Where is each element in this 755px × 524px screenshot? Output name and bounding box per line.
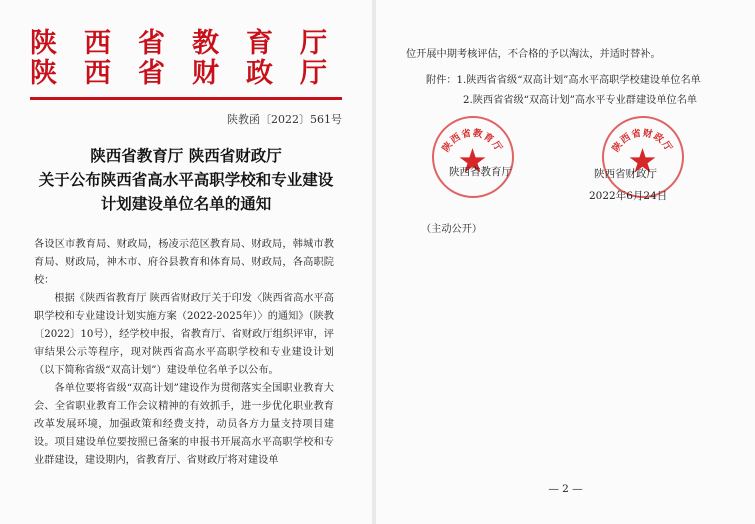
education-dept-seal-icon xyxy=(432,116,514,198)
seal-1-text: 陕西省教育厅 xyxy=(440,127,505,155)
body-paragraph-1: 根据《陕西省教育厅 陕西省财政厅关于印发〈陕西省高水平高职学校和专业建设计划实施方案（2022-2025年）〉的通知》（陕教〔2022〕10号），经学校申报，省教育厅、省财政厅组织评审，评审结果公示等程序，现对陕西省高水平高职学校和专业建设计划（以下简称省级“双高计划”）建设单位名单予以公布。 xyxy=(34,293,334,376)
header-char: 省 xyxy=(138,58,165,89)
header-char: 陕 xyxy=(30,28,57,59)
header-char: 厅 xyxy=(300,58,327,89)
disclosure-note: （主动公开） xyxy=(421,224,483,235)
header-char: 育 xyxy=(246,28,273,59)
document-page-left xyxy=(0,0,372,524)
continuation-text: 位开展中期考核评估，不合格的予以淘汰，并适时替补。 xyxy=(406,49,661,60)
document-page-right xyxy=(376,0,755,524)
document-number: 陕教函〔2022〕561号 xyxy=(227,113,342,126)
document-title-line-3: 计划建设单位名单的通知 xyxy=(100,194,272,213)
page-number: — 2 — xyxy=(548,483,583,495)
body-paragraphs xyxy=(34,290,334,470)
document-title-line-2: 关于公布陕西省高水平高职学校和专业建设 xyxy=(38,170,334,189)
body-paragraph-2: 各单位要将省级“双高计划”建设作为贯彻落实全国职业教育大会、全省职业教育工作会议精神的有效抓手，进一步优化职业教育改革发展环境，加强政策和经费支持，动员各方力量支持项目建设。项目建设单位要按照已备案的申报书开展高水平高职学校和专业群建设，建设期内，省教育厅、省财政厅将对建设单 xyxy=(34,383,334,466)
addressee: 各设区市教育局、财政局，杨凌示范区教育局、财政局，韩城市教育局、财政局，神木市、府谷县教育和体育局、财政局，各高职院校： xyxy=(34,239,334,286)
header-char: 教 xyxy=(192,28,219,59)
attachment-1: 附件：1.陕西省省级“双高计划”高水平高职学校建设单位名单 xyxy=(426,75,701,86)
header-char: 西 xyxy=(84,58,111,89)
red-header-line-1 xyxy=(30,30,354,58)
red-header-rule xyxy=(30,97,342,100)
header-char: 厅 xyxy=(300,28,327,59)
finance-dept-seal-icon xyxy=(602,116,684,198)
header-char: 财 xyxy=(192,58,219,89)
header-char: 西 xyxy=(84,28,111,59)
header-char: 陕 xyxy=(30,58,57,89)
header-char: 政 xyxy=(246,58,273,89)
header-char: 省 xyxy=(138,28,165,59)
red-header-line-2 xyxy=(30,60,354,88)
attachment-2: 2.陕西省省级“双高计划”高水平专业群建设单位名单 xyxy=(463,95,698,106)
issue-date: 2022年6月24日 xyxy=(589,190,668,202)
signer-finance-dept: 陕西省财政厅 xyxy=(594,168,657,180)
seal-2-text: 陕西省财政厅 xyxy=(610,127,675,155)
document-title-line-1: 陕西省教育厅 陕西省财政厅 xyxy=(90,146,282,165)
signer-education-dept: 陕西省教育厅 xyxy=(449,166,512,178)
